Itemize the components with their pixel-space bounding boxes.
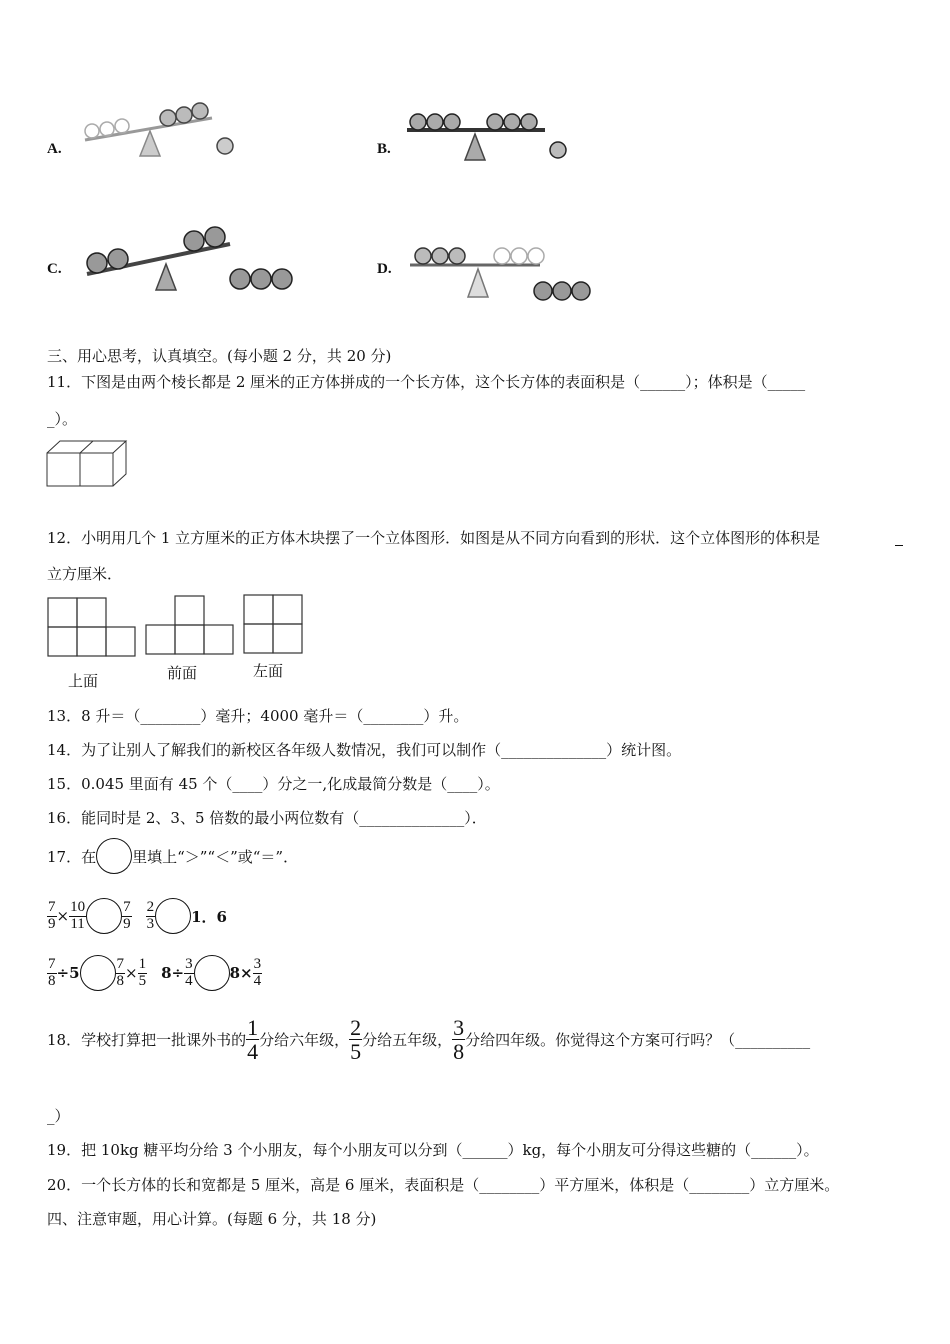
fraction-one-quarter: $\frac{1}{4}$	[247, 1015, 259, 1065]
cuboid-figure	[46, 440, 128, 488]
question-17-row-1	[47, 898, 227, 934]
section-4-title: 四、注意审题，用心计算。(每题 6 分，共 18 分)	[47, 1210, 377, 1228]
eight-times: 8×	[229, 964, 253, 982]
question-11-line-2: _）。	[47, 410, 78, 428]
fraction: $\frac{10}{11}$	[70, 898, 86, 932]
left-view-grid	[243, 594, 303, 654]
fraction: $\frac{7}{9}$	[48, 898, 56, 932]
fraction: $\frac{3}{4}$	[185, 955, 193, 989]
divide-five: ÷5	[56, 964, 80, 982]
comparison-circle[interactable]	[194, 955, 230, 991]
question-17-prefix: 17．在	[47, 847, 97, 866]
fraction: $\frac{2}{3}$	[146, 898, 155, 932]
question-12-answer-blank	[895, 545, 903, 546]
option-c-label[interactable]: C.	[47, 261, 62, 277]
option-d-label[interactable]: D.	[377, 261, 392, 277]
question-12-line-1: 12．小明用几个 1 立方厘米的正方体木块摆了一个立体图形．如图是从不同方向看到的形状．这个立体图形的体积是	[47, 529, 821, 547]
question-14: 14．为了让别人了解我们的新校区各年级人数情况，我们可以制作（______________）统计图。	[47, 741, 682, 759]
left-view-caption: 左面	[253, 662, 284, 680]
question-20: 20．一个长方体的长和宽都是 5 厘米，高是 6 厘米，表面积是（________）平方厘米，体积是（________）立方厘米。	[47, 1176, 840, 1194]
question-18-line-2: _）	[47, 1107, 70, 1125]
question-12-line-2: 立方厘米．	[47, 565, 123, 583]
top-view-caption: 上面	[68, 672, 99, 690]
fraction-two-fifths: $\frac{2}{5}$	[350, 1015, 362, 1065]
balance-scale-c-image	[82, 226, 302, 296]
question-11-line-1: 11．下图是由两个棱长都是 2 厘米的正方体拼成的一个长方体，这个长方体的表面积是（______）；体积是（_____	[47, 373, 806, 391]
section-3-title: 三、用心思考，认真填空。(每小题 2 分，共 20 分)	[47, 347, 392, 365]
option-a-label[interactable]: A.	[47, 141, 62, 157]
question-15: 15．0.045 里面有 45 个（____）分之一,化成最简分数是（____）。	[47, 775, 500, 793]
question-18-part-4: 分给四年级。你觉得这个方案可行吗？（__________	[465, 1031, 811, 1050]
question-13: 13．8 升＝（________）毫升；4000 毫升＝（________）升。	[47, 707, 469, 725]
comparison-circle[interactable]	[80, 955, 116, 991]
fraction: $\frac{1}{5}$	[138, 955, 147, 989]
question-17-line	[47, 838, 298, 874]
front-view-caption: 前面	[167, 664, 198, 682]
fraction: $\frac{7}{8}$	[48, 955, 56, 989]
fraction: $\frac{3}{4}$	[253, 955, 262, 989]
balance-scale-a-image	[80, 98, 240, 163]
front-view-grid	[145, 595, 235, 655]
question-18-line-1	[47, 1016, 810, 1063]
option-b-label[interactable]: B.	[377, 141, 391, 157]
question-17-suffix: 里填上“＞”“＜”或“＝”．	[132, 847, 299, 866]
fraction: $\frac{7}{9}$	[123, 898, 131, 932]
balance-scale-b-image	[405, 108, 575, 166]
eight-divide: 8÷	[161, 964, 185, 982]
fraction: $\frac{7}{8}$	[116, 955, 125, 989]
comparison-circle[interactable]	[86, 898, 122, 934]
value-1-6: 1．6	[191, 907, 227, 926]
comparison-circle-example	[96, 838, 132, 874]
question-17-row-2	[47, 955, 262, 991]
fraction-three-eighths: $\frac{3}{8}$	[453, 1015, 465, 1065]
question-19: 19．把 10kg 糖平均分给 3 个小朋友，每个小朋友可以分到（______）kg，每个小朋友可分得这些糖的（______）。	[47, 1141, 819, 1159]
question-16: 16．能同时是 2、3、5 倍数的最小两位数有（______________）．	[47, 809, 487, 827]
times-sign: ×	[56, 907, 70, 925]
question-18-part-1: 18．学校打算把一批课外书的	[47, 1031, 247, 1050]
balance-scale-d-image	[408, 242, 608, 308]
question-18-part-2: 分给六年级，	[259, 1031, 350, 1050]
question-18-part-3: 分给五年级，	[362, 1031, 453, 1050]
times-sign: ×	[125, 964, 138, 982]
comparison-circle[interactable]	[155, 898, 191, 934]
top-view-grid	[47, 597, 137, 657]
